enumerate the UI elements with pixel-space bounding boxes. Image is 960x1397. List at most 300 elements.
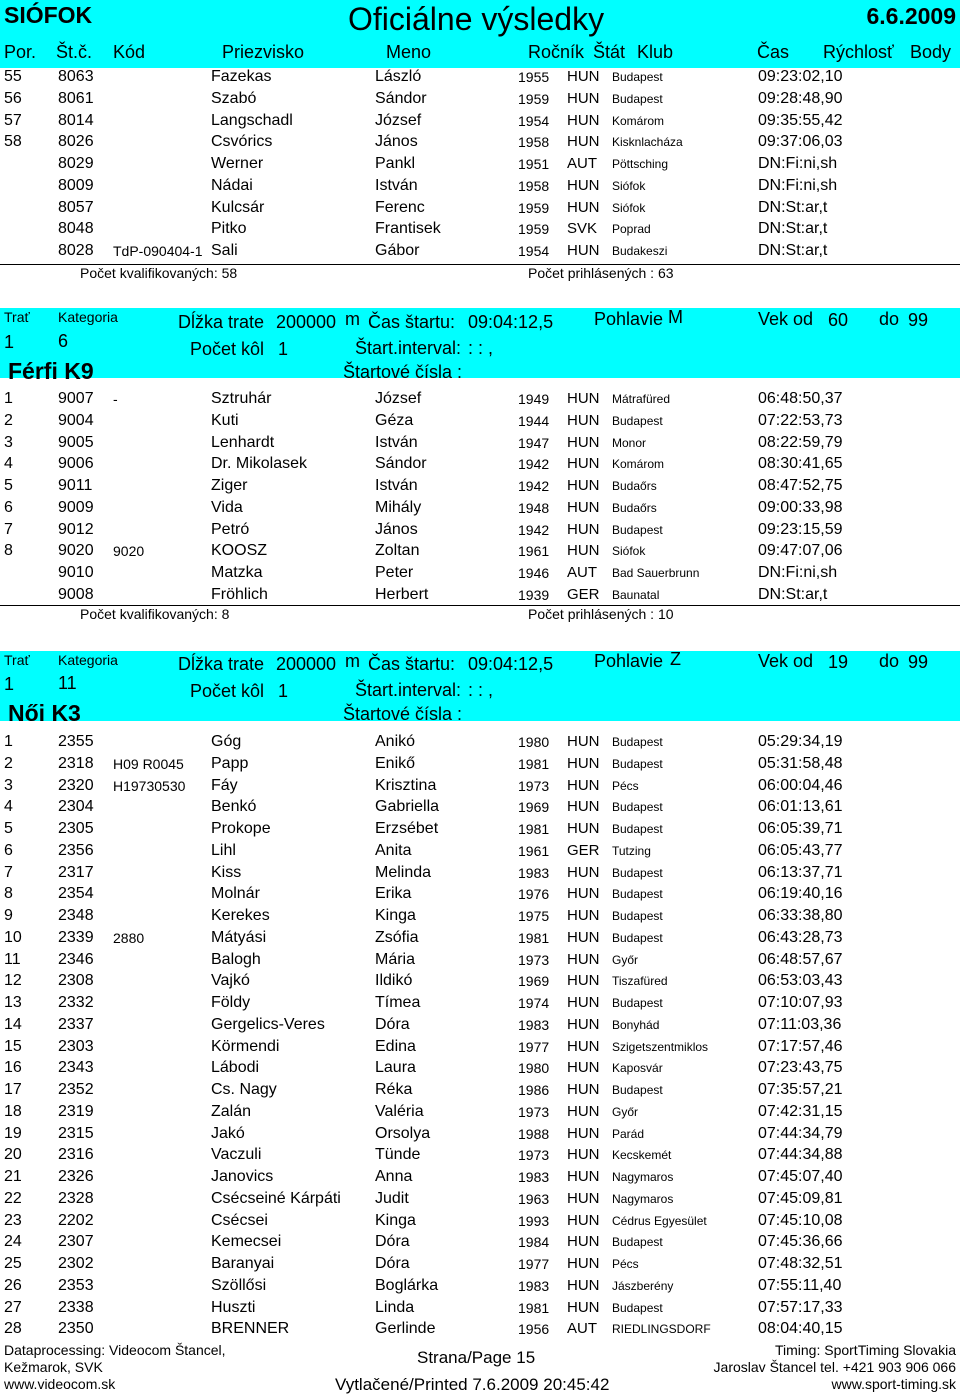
cell-bib-number: 2353 bbox=[58, 1276, 94, 1294]
cell-birth-year: 1993 bbox=[518, 1212, 550, 1229]
cell-country: HUN bbox=[567, 1146, 600, 1164]
start-numbers-label: Štartové čísla : bbox=[343, 704, 463, 724]
cell-club: Budapest bbox=[612, 735, 663, 749]
cell-country: HUN bbox=[567, 133, 600, 151]
cell-club: Parád bbox=[612, 1126, 645, 1141]
cell-position: 8 bbox=[4, 542, 13, 560]
cell-country: HUN bbox=[567, 1211, 600, 1229]
cell-country: HUN bbox=[567, 1102, 600, 1120]
cell-code: TdP-090404-1 bbox=[113, 243, 203, 259]
cell-country: HUN bbox=[567, 820, 600, 837]
cell-finish-time: 06:43:28,73 bbox=[758, 928, 843, 946]
cell-first-name: Sándor bbox=[375, 89, 427, 107]
table-row bbox=[0, 540, 960, 562]
cell-position: 17 bbox=[4, 1081, 22, 1098]
cell-surname: Földy bbox=[211, 994, 251, 1011]
cell-finish-time: DN:Fi:ni,sh bbox=[758, 155, 838, 172]
cell-finish-time: 07:45:10,08 bbox=[758, 1211, 843, 1229]
cell-finish-time: 06:48:57,67 bbox=[758, 950, 843, 968]
footer-timing-website-link[interactable]: www.sport-timing.sk bbox=[831, 1376, 956, 1392]
table-row bbox=[0, 1014, 960, 1036]
cell-birth-year: 1956 bbox=[518, 1321, 550, 1338]
cell-birth-year: 1983 bbox=[518, 1277, 550, 1294]
cell-surname: Fáy bbox=[211, 776, 238, 794]
cell-bib-number: 8028 bbox=[58, 242, 94, 259]
cell-bib-number: 9004 bbox=[58, 411, 94, 429]
cell-country: HUN bbox=[567, 542, 600, 560]
cell-country: HUN bbox=[567, 972, 600, 990]
registered-count: Počet prihlásených : 63 bbox=[528, 265, 674, 281]
cell-club: Budapest bbox=[612, 756, 663, 771]
cell-bib-number: 8029 bbox=[58, 155, 94, 172]
cell-position: 57 bbox=[4, 111, 22, 129]
cell-first-name: József bbox=[375, 390, 422, 407]
cell-position: 10 bbox=[4, 928, 22, 946]
cell-first-name: Erika bbox=[375, 885, 412, 903]
start-interval-label: Štart.interval: bbox=[355, 338, 462, 358]
cell-position: 5 bbox=[4, 477, 13, 494]
cell-club: Budapest bbox=[612, 800, 663, 815]
cell-club: Budapest bbox=[612, 70, 663, 84]
category-name: Férfi K9 bbox=[8, 358, 94, 384]
cell-first-name: Laura bbox=[375, 1059, 416, 1077]
table-row bbox=[0, 218, 960, 240]
cell-club: Nagymaros bbox=[612, 1170, 674, 1184]
cell-position: 28 bbox=[4, 1320, 22, 1338]
cell-position: 1 bbox=[4, 390, 13, 407]
cell-position: 24 bbox=[4, 1233, 22, 1251]
cell-position: 1 bbox=[4, 733, 13, 750]
cell-country: HUN bbox=[567, 907, 600, 924]
cell-finish-time: 08:30:41,65 bbox=[758, 455, 843, 473]
cell-birth-year: 1961 bbox=[518, 842, 550, 859]
table-row bbox=[0, 453, 960, 475]
cell-finish-time: 07:10:07,93 bbox=[758, 994, 843, 1011]
cell-position: 18 bbox=[4, 1102, 22, 1120]
cell-country: HUN bbox=[567, 885, 600, 903]
cell-bib-number: 8063 bbox=[58, 68, 94, 85]
cell-birth-year: 1959 bbox=[518, 221, 550, 238]
gender-value: M bbox=[668, 307, 683, 327]
cell-birth-year: 1974 bbox=[518, 995, 550, 1011]
cell-birth-year: 1973 bbox=[518, 777, 550, 794]
cell-country: HUN bbox=[567, 994, 600, 1011]
cell-birth-year: 1959 bbox=[518, 199, 550, 216]
cell-club: Cédrus Egyesület bbox=[612, 1213, 707, 1228]
age-to-label: do bbox=[879, 651, 900, 671]
cell-country: HUN bbox=[567, 1189, 600, 1207]
cell-position: 5 bbox=[4, 820, 13, 837]
cell-finish-time: 07:42:31,15 bbox=[758, 1102, 843, 1120]
table-row bbox=[0, 1188, 960, 1210]
cell-finish-time: 09:23:02,10 bbox=[758, 68, 843, 85]
cell-first-name: Réka bbox=[375, 1081, 413, 1098]
cell-birth-year: 1981 bbox=[518, 1299, 550, 1316]
cell-bib-number: 9008 bbox=[58, 585, 94, 603]
cell-country: HUN bbox=[567, 928, 600, 946]
cell-bib-number: 2305 bbox=[58, 820, 94, 837]
table-row bbox=[0, 1297, 960, 1319]
cell-position: 12 bbox=[4, 972, 22, 990]
cell-first-name: Boglárka bbox=[375, 1276, 439, 1294]
cell-club: Budapest bbox=[612, 1235, 663, 1250]
cell-first-name: Valéria bbox=[375, 1102, 424, 1120]
cell-position: 19 bbox=[4, 1124, 22, 1142]
cell-club: Pécs bbox=[612, 778, 639, 793]
col-header-bib: Št.č. bbox=[56, 42, 93, 62]
cell-position: 4 bbox=[4, 798, 13, 816]
cell-birth-year: 1947 bbox=[518, 434, 550, 451]
cell-surname: Lábodi bbox=[211, 1059, 260, 1077]
cell-first-name: Zoltan bbox=[375, 542, 420, 560]
cell-bib-number: 2354 bbox=[58, 885, 94, 903]
cell-birth-year: 1969 bbox=[518, 973, 550, 990]
table-row bbox=[0, 1275, 960, 1297]
table-row bbox=[0, 110, 960, 132]
start-interval-value: : : , bbox=[468, 338, 494, 358]
cell-first-name: Herbert bbox=[375, 585, 429, 603]
cell-first-name: Mária bbox=[375, 950, 416, 968]
cell-surname: Pitko bbox=[211, 220, 247, 238]
cell-country: HUN bbox=[567, 950, 600, 968]
cell-club: Budapest bbox=[612, 865, 663, 880]
category-value: 11 bbox=[58, 673, 77, 693]
cell-first-name: Anikó bbox=[375, 733, 416, 750]
cell-club: Tutzing bbox=[612, 843, 651, 858]
col-header-country: Štát bbox=[593, 42, 626, 62]
footer-contact: Jaroslav Štancel tel. +421 903 906 066 bbox=[713, 1359, 956, 1375]
table-row bbox=[0, 519, 960, 541]
cell-position: 23 bbox=[4, 1211, 22, 1229]
cell-club: Budaőrs bbox=[612, 500, 657, 515]
cell-birth-year: 1958 bbox=[518, 177, 550, 194]
cell-surname: Lihl bbox=[211, 841, 236, 859]
cell-surname: Csvórics bbox=[211, 133, 273, 151]
cell-bib-number: 9020 bbox=[58, 542, 94, 560]
cell-birth-year: 1973 bbox=[518, 1147, 550, 1164]
table-row bbox=[0, 388, 960, 410]
cell-first-name: Edina bbox=[375, 1037, 416, 1055]
cell-position: 8 bbox=[4, 885, 13, 903]
cell-finish-time: 05:31:58,48 bbox=[758, 754, 843, 772]
gender-label: Pohlavie bbox=[594, 309, 664, 329]
cell-finish-time: 07:57:17,33 bbox=[758, 1298, 843, 1316]
cell-code: 9020 bbox=[113, 543, 145, 560]
table-row bbox=[0, 153, 960, 175]
cell-country: AUT bbox=[567, 564, 597, 581]
laps-label: Počet kôl bbox=[190, 339, 265, 359]
cell-bib-number: 2315 bbox=[58, 1124, 94, 1142]
cell-club: Poprad bbox=[612, 222, 651, 237]
cell-club: Budakeszi bbox=[612, 244, 668, 258]
cell-surname: Kemecsei bbox=[211, 1233, 282, 1251]
cell-first-name: Kinga bbox=[375, 1211, 416, 1229]
cell-country: HUN bbox=[567, 198, 600, 216]
cell-finish-time: 06:05:43,77 bbox=[758, 841, 843, 859]
table-row bbox=[0, 753, 960, 775]
distance-label: Dĺžka trate bbox=[178, 654, 265, 674]
cell-surname: Molnár bbox=[211, 885, 260, 903]
cell-club: Mátrafüred bbox=[612, 392, 671, 406]
cell-surname: Gergelics-Veres bbox=[211, 1015, 325, 1033]
cell-position: 6 bbox=[4, 498, 13, 516]
cell-birth-year: 1988 bbox=[518, 1125, 550, 1142]
start-time-value: 09:04:12,5 bbox=[468, 654, 554, 674]
cell-position: 3 bbox=[4, 433, 13, 451]
cell-surname: Zalán bbox=[211, 1102, 252, 1120]
cell-surname: Ziger bbox=[211, 477, 248, 494]
cell-surname: Papp bbox=[211, 754, 249, 772]
cell-finish-time: 07:45:09,81 bbox=[758, 1189, 843, 1207]
cell-country: HUN bbox=[567, 411, 600, 429]
age-from-label: Vek od bbox=[758, 309, 814, 329]
cell-first-name: István bbox=[375, 433, 418, 451]
track-value: 1 bbox=[4, 332, 15, 352]
cell-club: Budapest bbox=[612, 522, 663, 537]
age-from-value: 60 bbox=[828, 310, 849, 330]
cell-surname: Csécseiné Kárpáti bbox=[211, 1189, 341, 1207]
cell-surname: Sali bbox=[211, 242, 238, 259]
cell-bib-number: 9009 bbox=[58, 498, 94, 516]
cell-bib-number: 9006 bbox=[58, 455, 94, 473]
cell-birth-year: 1977 bbox=[518, 1256, 550, 1272]
cell-country: HUN bbox=[567, 477, 600, 494]
track-label: Trať bbox=[4, 652, 30, 668]
cell-position: 15 bbox=[4, 1037, 22, 1055]
cell-club: Kaposvár bbox=[612, 1061, 663, 1076]
cell-club: Kecskemét bbox=[612, 1148, 672, 1163]
distance-unit: m bbox=[345, 309, 360, 329]
age-to-value: 99 bbox=[908, 310, 929, 330]
category-name: Női K3 bbox=[8, 700, 81, 726]
cell-first-name: Krisztina bbox=[375, 776, 437, 794]
cell-bib-number: 8057 bbox=[58, 198, 94, 216]
cell-birth-year: 1986 bbox=[518, 1082, 550, 1098]
cell-bib-number: 2332 bbox=[58, 994, 94, 1011]
table-row bbox=[0, 992, 960, 1014]
cell-finish-time: 08:47:52,75 bbox=[758, 477, 843, 494]
table-row bbox=[0, 949, 960, 971]
cell-position: 13 bbox=[4, 994, 22, 1011]
cell-country: HUN bbox=[567, 433, 600, 451]
cell-surname: Lenhardt bbox=[211, 433, 275, 451]
cell-club: Komárom bbox=[612, 457, 665, 472]
cell-surname: Szabó bbox=[211, 89, 257, 107]
cell-surname: Huszti bbox=[211, 1298, 256, 1316]
cell-finish-time: 09:37:06,03 bbox=[758, 133, 843, 151]
cell-bib-number: 8009 bbox=[58, 176, 94, 194]
category-label: Kategoria bbox=[58, 309, 118, 325]
cell-finish-time: 07:55:11,40 bbox=[758, 1276, 842, 1294]
cell-position: 22 bbox=[4, 1189, 22, 1207]
cell-finish-time: 07:44:34,88 bbox=[758, 1146, 843, 1164]
cell-club: Siófok bbox=[612, 200, 646, 215]
cell-bib-number: 2318 bbox=[58, 754, 94, 772]
cell-first-name: János bbox=[375, 133, 418, 151]
cell-first-name: Dóra bbox=[375, 1255, 410, 1272]
cell-club: Siófok bbox=[612, 544, 646, 559]
cell-finish-time: 07:48:32,51 bbox=[758, 1255, 843, 1272]
footer-website-link[interactable]: www.videocom.sk bbox=[4, 1376, 116, 1392]
cell-finish-time: 06:19:40,16 bbox=[758, 885, 843, 903]
cell-club: Budapest bbox=[612, 996, 663, 1010]
printed-timestamp: Vytlačené/Printed 7.6.2009 20:45:42 bbox=[335, 1375, 610, 1394]
cell-finish-time: 07:11:03,36 bbox=[758, 1015, 842, 1033]
table-row bbox=[0, 1079, 960, 1101]
cell-country: HUN bbox=[567, 68, 600, 85]
cell-first-name: István bbox=[375, 176, 418, 194]
cell-first-name: Sándor bbox=[375, 455, 427, 473]
start-time-value: 09:04:12,5 bbox=[468, 312, 554, 332]
cell-bib-number: 2326 bbox=[58, 1168, 94, 1185]
table-row bbox=[0, 883, 960, 905]
cell-birth-year: 1951 bbox=[518, 156, 550, 172]
cell-country: HUN bbox=[567, 111, 600, 129]
footer-dataprocessing: Dataprocessing: Videocom Štancel, bbox=[4, 1342, 226, 1358]
category-label: Kategoria bbox=[58, 652, 118, 668]
cell-position: 58 bbox=[4, 133, 22, 151]
cell-birth-year: 1946 bbox=[518, 565, 550, 581]
cell-surname: Csécsei bbox=[211, 1211, 268, 1229]
cell-country: SVK bbox=[567, 220, 598, 238]
footer-location: Kežmarok, SVK bbox=[4, 1359, 103, 1375]
cell-birth-year: 1981 bbox=[518, 929, 550, 946]
cell-country: HUN bbox=[567, 520, 600, 538]
cell-club: Kisknlacháza bbox=[612, 135, 683, 150]
cell-surname: Góg bbox=[211, 733, 242, 750]
cell-first-name: Anna bbox=[375, 1168, 413, 1185]
cell-club: Budaőrs bbox=[612, 479, 657, 493]
table-row bbox=[0, 197, 960, 219]
cell-first-name: Kinga bbox=[375, 907, 416, 924]
start-interval-value: : : , bbox=[468, 680, 494, 700]
cell-first-name: Gábor bbox=[375, 242, 420, 259]
cell-surname: Langschadl bbox=[211, 111, 293, 129]
cell-country: HUN bbox=[567, 89, 600, 107]
table-row bbox=[0, 775, 960, 797]
cell-surname: Sztruhár bbox=[211, 390, 272, 407]
cell-birth-year: 1975 bbox=[518, 908, 550, 924]
cell-club: Budapest bbox=[612, 91, 663, 106]
cell-first-name: Tímea bbox=[375, 994, 421, 1011]
col-header-speed: Rýchlosť bbox=[823, 42, 894, 62]
cell-bib-number: 8048 bbox=[58, 220, 94, 238]
cell-first-name: Peter bbox=[375, 564, 414, 581]
cell-birth-year: 1981 bbox=[518, 821, 550, 837]
cell-country: HUN bbox=[567, 1059, 600, 1077]
cell-finish-time: DN:Fi:ni,sh bbox=[758, 176, 838, 194]
page-title: Oficiálne výsledky bbox=[348, 1, 605, 37]
cell-finish-time: 07:45:36,66 bbox=[758, 1233, 843, 1251]
cell-birth-year: 1981 bbox=[518, 755, 550, 772]
cell-first-name: Zsófia bbox=[375, 928, 419, 946]
cell-club: Nagymaros bbox=[612, 1191, 674, 1206]
cell-birth-year: 1973 bbox=[518, 1103, 550, 1120]
table-row bbox=[0, 88, 960, 110]
cell-first-name: Gabriella bbox=[375, 798, 440, 816]
cell-country: HUN bbox=[567, 176, 600, 194]
cell-country: HUN bbox=[567, 733, 600, 750]
cell-birth-year: 1969 bbox=[518, 799, 550, 816]
cell-surname: KOOSZ bbox=[211, 542, 268, 560]
cell-finish-time: 09:23:15,59 bbox=[758, 520, 843, 538]
table-row bbox=[0, 862, 960, 884]
col-header-time: Čas bbox=[757, 42, 790, 62]
cell-bib-number: 2303 bbox=[58, 1037, 94, 1055]
table-row bbox=[0, 562, 960, 584]
cell-bib-number: 2356 bbox=[58, 841, 94, 859]
cell-finish-time: 07:17:57,46 bbox=[758, 1037, 843, 1055]
cell-club: Bad Sauerbrunn bbox=[612, 566, 700, 580]
cell-birth-year: 1983 bbox=[518, 1169, 550, 1185]
cell-club: Komárom bbox=[612, 113, 665, 128]
cell-finish-time: 09:47:07,06 bbox=[758, 542, 843, 560]
distance-value: 200000 bbox=[276, 312, 337, 332]
cell-surname: Fazekas bbox=[211, 68, 272, 85]
cell-code: H19730530 bbox=[113, 777, 186, 794]
cell-birth-year: 1944 bbox=[518, 412, 550, 429]
table-row bbox=[0, 840, 960, 862]
cell-first-name: Gerlinde bbox=[375, 1320, 436, 1338]
cell-birth-year: 1948 bbox=[518, 499, 550, 516]
cell-position: 11 bbox=[4, 950, 21, 968]
cell-country: AUT bbox=[567, 1320, 597, 1338]
cell-first-name: Géza bbox=[375, 411, 414, 429]
table-row bbox=[0, 1144, 960, 1166]
cell-finish-time: 07:44:34,79 bbox=[758, 1124, 843, 1142]
cell-birth-year: 1954 bbox=[518, 112, 550, 129]
cell-finish-time: 06:13:37,71 bbox=[758, 863, 843, 881]
category-header bbox=[0, 307, 960, 384]
cell-finish-time: 06:53:03,43 bbox=[758, 972, 843, 990]
cell-club: Budapest bbox=[612, 1300, 663, 1315]
col-header-code: Kód bbox=[113, 42, 146, 62]
cell-country: HUN bbox=[567, 498, 600, 516]
cell-position: 2 bbox=[4, 754, 13, 772]
distance-label: Dĺžka trate bbox=[178, 312, 265, 332]
cell-birth-year: 1976 bbox=[518, 886, 550, 903]
cell-bib-number: 2339 bbox=[58, 928, 94, 946]
cell-position: 21 bbox=[4, 1168, 22, 1185]
table-row bbox=[0, 175, 960, 197]
cell-country: HUN bbox=[567, 1168, 600, 1185]
table-row bbox=[0, 1123, 960, 1145]
cell-surname: Kulcsár bbox=[211, 198, 265, 216]
table-row bbox=[0, 927, 960, 949]
start-time-label: Čas štartu: bbox=[368, 312, 456, 332]
cell-club: RIEDLINGSDORF bbox=[612, 1322, 711, 1337]
distance-unit: m bbox=[345, 651, 360, 671]
cell-birth-year: 1963 bbox=[518, 1190, 550, 1207]
event-location: SIÓFOK bbox=[4, 2, 93, 28]
cell-country: HUN bbox=[567, 1233, 600, 1251]
cell-first-name: Melinda bbox=[375, 863, 432, 881]
cell-finish-time: DN:St:ar,t bbox=[758, 198, 828, 216]
cell-bib-number: 2304 bbox=[58, 798, 94, 816]
cell-birth-year: 1980 bbox=[518, 734, 550, 750]
cell-position: 25 bbox=[4, 1255, 22, 1272]
cell-code: 2880 bbox=[113, 929, 145, 946]
cell-finish-time: 06:01:13,61 bbox=[758, 798, 843, 816]
table-row bbox=[0, 1253, 960, 1275]
cell-first-name: László bbox=[375, 68, 422, 85]
cell-country: HUN bbox=[567, 1276, 600, 1294]
cell-birth-year: 1980 bbox=[518, 1060, 550, 1077]
cell-club: Baunatal bbox=[612, 587, 660, 602]
cell-country: HUN bbox=[567, 1124, 600, 1142]
cell-surname: Cs. Nagy bbox=[211, 1081, 277, 1098]
cell-first-name: Anita bbox=[375, 841, 412, 859]
